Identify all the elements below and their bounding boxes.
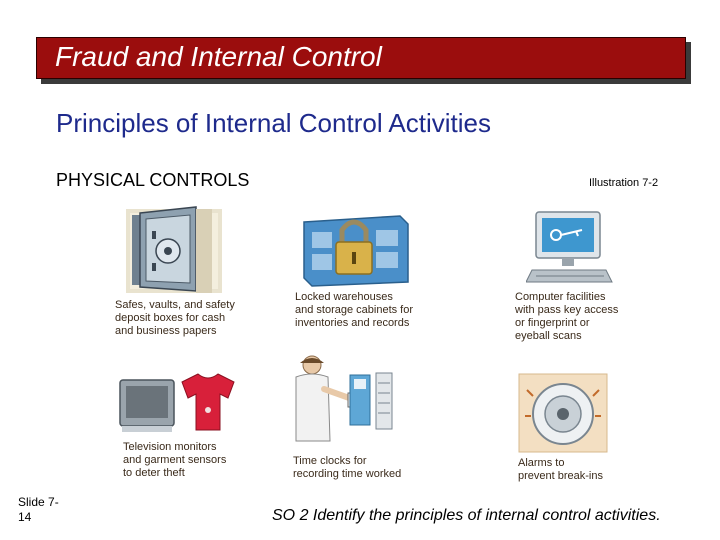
computer-key-icon [526, 208, 616, 288]
tv-shirt-icon [118, 372, 238, 438]
title-bar [36, 37, 686, 79]
time-clock-icon [290, 355, 402, 451]
caption-warehouse: Locked warehouses and storage cabinets for inventories and records [295, 291, 414, 329]
caption-timeclock: Time clocks for recording time worked [293, 455, 402, 480]
caption-alarm: Alarms to prevent break-ins [518, 457, 603, 482]
section-heading: PHYSICAL CONTROLS [56, 170, 250, 190]
alarm-icon [515, 372, 611, 456]
footer-objective: SO 2 Identify the principles of internal control activities. [272, 507, 661, 524]
slide-subtitle: Principles of Internal Control Activities [56, 108, 491, 138]
caption-tv: Television monitors and garment sensors to deter theft [123, 441, 227, 479]
slide-number: Slide 7- 14 [18, 495, 59, 524]
illustration-label: Illustration 7-2 [589, 177, 659, 189]
caption-computer: Computer facilities with pass key access or fingerprint or eyeball scans [515, 291, 619, 342]
vault-icon [112, 205, 232, 297]
padlock-icon [300, 208, 412, 288]
slide-title: Fraud and Internal Control [55, 41, 382, 72]
caption-vault: Safes, vaults, and safety deposit boxes for cash and business papers [115, 299, 235, 337]
